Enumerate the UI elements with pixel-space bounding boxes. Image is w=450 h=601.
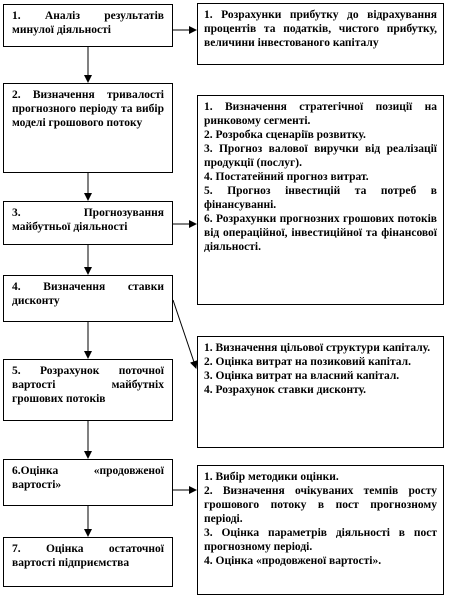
detail-4-item-1: 1. Вибір методики оцінки.	[204, 471, 339, 483]
detail-box-1	[197, 3, 444, 65]
detail-2-item-5: 5. Прогноз інвестицій та потреб в фінансуванні.	[204, 185, 437, 211]
detail-1-item-1: 1. Розрахунки прибутку до відрахування процентів та податків, чистого прибутку, величини інвестованого капіталу	[204, 9, 437, 49]
detail-4-item-3: 3. Оцінка параметрів діяльності в пост прогнозному періоді.	[204, 527, 437, 553]
step-label-7: 7. Оцінка остаточної вартості підприємства	[12, 543, 164, 569]
step-box-5	[3, 359, 173, 421]
detail-2-item-4: 4. Постатейний прогноз витрат.	[204, 171, 369, 183]
step-label-6: 6.Оцінка «продовженої вартості»	[12, 465, 164, 491]
detail-2-item-2: 2. Розробка сценаріїв розвитку.	[204, 129, 366, 141]
detail-2-item-6: 6. Розрахунки прогнозних грошових потоків від операційної, інвестиційної та фінансової діяльності.	[204, 213, 437, 253]
step-label-1: 1. Аналіз результатів минулої діяльності	[12, 10, 164, 36]
detail-box-3	[197, 336, 444, 448]
detail-box-2	[197, 95, 444, 305]
detail-3-item-1: 1. Визначення цільової структури капіталу.	[204, 342, 431, 354]
detail-box-4	[197, 465, 444, 595]
detail-3-item-2: 2. Оцінка витрат на позиковий капітал.	[204, 356, 411, 368]
detail-2-item-3: 3. Прогноз валової виручки від реалізації продукції (послуг).	[204, 143, 437, 169]
step-box-6	[3, 459, 173, 506]
step-label-5: 5. Розрахунок поточної вартості майбутніх грошових потоків	[12, 365, 164, 405]
detail-2-item-1: 1. Визначення стратегічної позиції на ринковому сегменті.	[204, 101, 437, 127]
step-label-2: 2. Визначення тривалості прогнозного періоду та вибір моделі грошового потоку	[12, 89, 164, 129]
step-box-7	[3, 537, 173, 587]
step-label-3: 3. Прогнозування майбутньої діяльності	[12, 207, 164, 233]
detail-4-item-4: 4. Оцінка «продовженої вартості».	[204, 555, 382, 567]
arrow-step4-detail3	[173, 300, 196, 368]
step-label-4: 4. Визначення ставки дисконту	[12, 281, 164, 307]
detail-3-item-3: 3. Оцінка витрат на власний капітал.	[204, 370, 400, 382]
step-box-1	[3, 4, 173, 47]
detail-3-item-4: 4. Розрахунок ставки дисконту.	[204, 384, 367, 396]
step-box-3	[3, 201, 173, 245]
step-box-4	[3, 275, 173, 322]
step-box-2	[3, 83, 173, 173]
detail-4-item-2: 2. Визначення очікуваних темпів росту грошового потоку в пост прогнозному періоді.	[204, 485, 437, 525]
